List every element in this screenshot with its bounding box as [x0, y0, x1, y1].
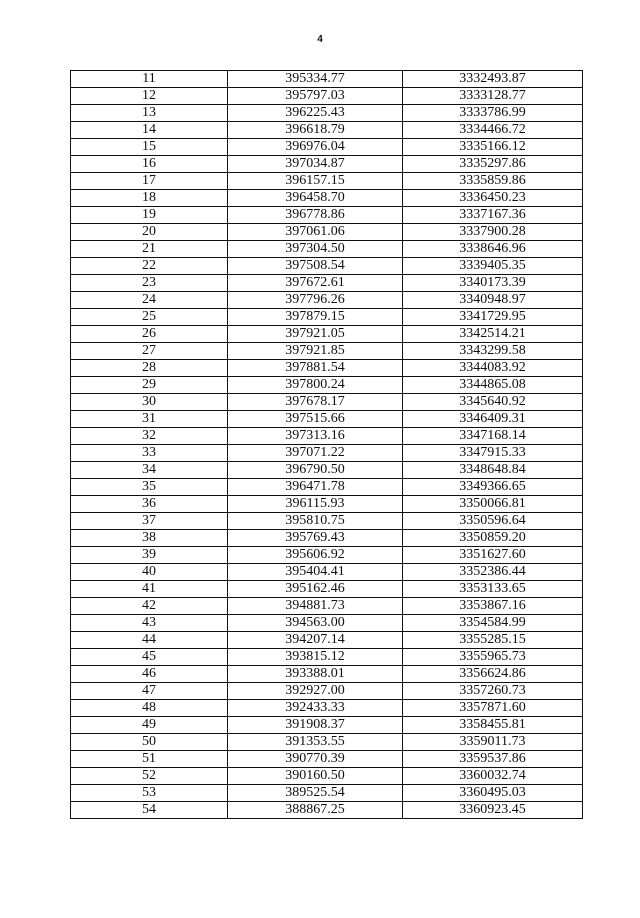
table-row [71, 224, 583, 241]
point-number-cell: 32 [71, 428, 228, 445]
x-coordinate-cell: 397313.16 [228, 428, 403, 445]
table-row [71, 581, 583, 598]
table-row [71, 377, 583, 394]
y-coordinate-cell: 3345640.92 [403, 394, 583, 411]
table-row [71, 700, 583, 717]
x-coordinate-cell: 393388.01 [228, 666, 403, 683]
point-number-cell: 20 [71, 224, 228, 241]
table-row [71, 411, 583, 428]
table-row [71, 479, 583, 496]
y-coordinate-cell: 3340948.97 [403, 292, 583, 309]
point-number-cell: 12 [71, 88, 228, 105]
point-number-cell: 42 [71, 598, 228, 615]
y-coordinate-cell: 3356624.86 [403, 666, 583, 683]
table-row [71, 598, 583, 615]
x-coordinate-cell: 392927.00 [228, 683, 403, 700]
table-row [71, 530, 583, 547]
table-row [71, 564, 583, 581]
x-coordinate-cell: 397921.85 [228, 343, 403, 360]
point-number-cell: 53 [71, 785, 228, 802]
point-number-cell: 26 [71, 326, 228, 343]
x-coordinate-cell: 388867.25 [228, 802, 403, 819]
point-number-cell: 18 [71, 190, 228, 207]
x-coordinate-cell: 390160.50 [228, 768, 403, 785]
coordinates-table-body [71, 71, 583, 819]
x-coordinate-cell: 392433.33 [228, 700, 403, 717]
table-row [71, 547, 583, 564]
y-coordinate-cell: 3333786.99 [403, 105, 583, 122]
y-coordinate-cell: 3339405.35 [403, 258, 583, 275]
y-coordinate-cell: 3340173.39 [403, 275, 583, 292]
y-coordinate-cell: 3334466.72 [403, 122, 583, 139]
point-number-cell: 27 [71, 343, 228, 360]
x-coordinate-cell: 397508.54 [228, 258, 403, 275]
point-number-cell: 28 [71, 360, 228, 377]
y-coordinate-cell: 3358455.81 [403, 717, 583, 734]
point-number-cell: 54 [71, 802, 228, 819]
point-number-cell: 41 [71, 581, 228, 598]
y-coordinate-cell: 3354584.99 [403, 615, 583, 632]
x-coordinate-cell: 396618.79 [228, 122, 403, 139]
y-coordinate-cell: 3337167.36 [403, 207, 583, 224]
point-number-cell: 15 [71, 139, 228, 156]
x-coordinate-cell: 394207.14 [228, 632, 403, 649]
y-coordinate-cell: 3357871.60 [403, 700, 583, 717]
y-coordinate-cell: 3344083.92 [403, 360, 583, 377]
x-coordinate-cell: 394881.73 [228, 598, 403, 615]
x-coordinate-cell: 395797.03 [228, 88, 403, 105]
y-coordinate-cell: 3346409.31 [403, 411, 583, 428]
x-coordinate-cell: 396790.50 [228, 462, 403, 479]
y-coordinate-cell: 3344865.08 [403, 377, 583, 394]
y-coordinate-cell: 3341729.95 [403, 309, 583, 326]
point-number-cell: 13 [71, 105, 228, 122]
point-number-cell: 34 [71, 462, 228, 479]
point-number-cell: 11 [71, 71, 228, 88]
table-row [71, 683, 583, 700]
y-coordinate-cell: 3357260.73 [403, 683, 583, 700]
y-coordinate-cell: 3351627.60 [403, 547, 583, 564]
x-coordinate-cell: 397881.54 [228, 360, 403, 377]
y-coordinate-cell: 3349366.65 [403, 479, 583, 496]
table-row [71, 360, 583, 377]
table-row [71, 717, 583, 734]
y-coordinate-cell: 3335859.86 [403, 173, 583, 190]
x-coordinate-cell: 397304.50 [228, 241, 403, 258]
table-row [71, 326, 583, 343]
table-row [71, 343, 583, 360]
point-number-cell: 43 [71, 615, 228, 632]
table-row [71, 496, 583, 513]
table-row [71, 122, 583, 139]
y-coordinate-cell: 3359537.86 [403, 751, 583, 768]
x-coordinate-cell: 395334.77 [228, 71, 403, 88]
y-coordinate-cell: 3360923.45 [403, 802, 583, 819]
y-coordinate-cell: 3338646.96 [403, 241, 583, 258]
y-coordinate-cell: 3353133.65 [403, 581, 583, 598]
page-number: 4 [317, 34, 323, 45]
point-number-cell: 36 [71, 496, 228, 513]
table-row [71, 802, 583, 819]
point-number-cell: 35 [71, 479, 228, 496]
table-row [71, 615, 583, 632]
table-row [71, 88, 583, 105]
table-row [71, 105, 583, 122]
table-row [71, 292, 583, 309]
point-number-cell: 37 [71, 513, 228, 530]
x-coordinate-cell: 390770.39 [228, 751, 403, 768]
table-row [71, 445, 583, 462]
point-number-cell: 45 [71, 649, 228, 666]
x-coordinate-cell: 395404.41 [228, 564, 403, 581]
x-coordinate-cell: 397034.87 [228, 156, 403, 173]
x-coordinate-cell: 396976.04 [228, 139, 403, 156]
point-number-cell: 47 [71, 683, 228, 700]
x-coordinate-cell: 397672.61 [228, 275, 403, 292]
point-number-cell: 31 [71, 411, 228, 428]
point-number-cell: 38 [71, 530, 228, 547]
table-row [71, 649, 583, 666]
x-coordinate-cell: 396115.93 [228, 496, 403, 513]
point-number-cell: 40 [71, 564, 228, 581]
y-coordinate-cell: 3333128.77 [403, 88, 583, 105]
coordinates-table [70, 70, 583, 819]
table-row [71, 71, 583, 88]
x-coordinate-cell: 397678.17 [228, 394, 403, 411]
point-number-cell: 17 [71, 173, 228, 190]
y-coordinate-cell: 3352386.44 [403, 564, 583, 581]
point-number-cell: 25 [71, 309, 228, 326]
point-number-cell: 49 [71, 717, 228, 734]
y-coordinate-cell: 3336450.23 [403, 190, 583, 207]
x-coordinate-cell: 397061.06 [228, 224, 403, 241]
x-coordinate-cell: 395810.75 [228, 513, 403, 530]
x-coordinate-cell: 396778.86 [228, 207, 403, 224]
x-coordinate-cell: 397515.66 [228, 411, 403, 428]
point-number-cell: 21 [71, 241, 228, 258]
table-row [71, 513, 583, 530]
table-row [71, 632, 583, 649]
y-coordinate-cell: 3355285.15 [403, 632, 583, 649]
x-coordinate-cell: 397796.26 [228, 292, 403, 309]
y-coordinate-cell: 3353867.16 [403, 598, 583, 615]
table-row [71, 462, 583, 479]
table-row [71, 275, 583, 292]
table-row [71, 394, 583, 411]
point-number-cell: 22 [71, 258, 228, 275]
table-row [71, 258, 583, 275]
x-coordinate-cell: 397800.24 [228, 377, 403, 394]
x-coordinate-cell: 394563.00 [228, 615, 403, 632]
point-number-cell: 52 [71, 768, 228, 785]
point-number-cell: 51 [71, 751, 228, 768]
point-number-cell: 33 [71, 445, 228, 462]
x-coordinate-cell: 395606.92 [228, 547, 403, 564]
y-coordinate-cell: 3360495.03 [403, 785, 583, 802]
point-number-cell: 39 [71, 547, 228, 564]
table-row [71, 428, 583, 445]
table-row [71, 734, 583, 751]
x-coordinate-cell: 393815.12 [228, 649, 403, 666]
table-row [71, 241, 583, 258]
point-number-cell: 16 [71, 156, 228, 173]
table-row [71, 768, 583, 785]
y-coordinate-cell: 3335297.86 [403, 156, 583, 173]
table-row [71, 173, 583, 190]
table-row [71, 207, 583, 224]
table-row [71, 139, 583, 156]
x-coordinate-cell: 397879.15 [228, 309, 403, 326]
point-number-cell: 30 [71, 394, 228, 411]
x-coordinate-cell: 396471.78 [228, 479, 403, 496]
point-number-cell: 46 [71, 666, 228, 683]
table-row [71, 156, 583, 173]
x-coordinate-cell: 395162.46 [228, 581, 403, 598]
point-number-cell: 14 [71, 122, 228, 139]
y-coordinate-cell: 3348648.84 [403, 462, 583, 479]
table-row [71, 190, 583, 207]
x-coordinate-cell: 391353.55 [228, 734, 403, 751]
y-coordinate-cell: 3359011.73 [403, 734, 583, 751]
y-coordinate-cell: 3337900.28 [403, 224, 583, 241]
table-row [71, 309, 583, 326]
y-coordinate-cell: 3350859.20 [403, 530, 583, 547]
y-coordinate-cell: 3350596.64 [403, 513, 583, 530]
point-number-cell: 44 [71, 632, 228, 649]
table-row [71, 666, 583, 683]
x-coordinate-cell: 391908.37 [228, 717, 403, 734]
point-number-cell: 19 [71, 207, 228, 224]
table-row [71, 785, 583, 802]
point-number-cell: 23 [71, 275, 228, 292]
y-coordinate-cell: 3343299.58 [403, 343, 583, 360]
x-coordinate-cell: 389525.54 [228, 785, 403, 802]
x-coordinate-cell: 396458.70 [228, 190, 403, 207]
y-coordinate-cell: 3350066.81 [403, 496, 583, 513]
x-coordinate-cell: 397071.22 [228, 445, 403, 462]
y-coordinate-cell: 3347915.33 [403, 445, 583, 462]
y-coordinate-cell: 3335166.12 [403, 139, 583, 156]
y-coordinate-cell: 3332493.87 [403, 71, 583, 88]
x-coordinate-cell: 395769.43 [228, 530, 403, 547]
table-row [71, 751, 583, 768]
point-number-cell: 24 [71, 292, 228, 309]
y-coordinate-cell: 3347168.14 [403, 428, 583, 445]
point-number-cell: 48 [71, 700, 228, 717]
x-coordinate-cell: 397921.05 [228, 326, 403, 343]
x-coordinate-cell: 396225.43 [228, 105, 403, 122]
point-number-cell: 50 [71, 734, 228, 751]
y-coordinate-cell: 3355965.73 [403, 649, 583, 666]
x-coordinate-cell: 396157.15 [228, 173, 403, 190]
y-coordinate-cell: 3342514.21 [403, 326, 583, 343]
y-coordinate-cell: 3360032.74 [403, 768, 583, 785]
point-number-cell: 29 [71, 377, 228, 394]
